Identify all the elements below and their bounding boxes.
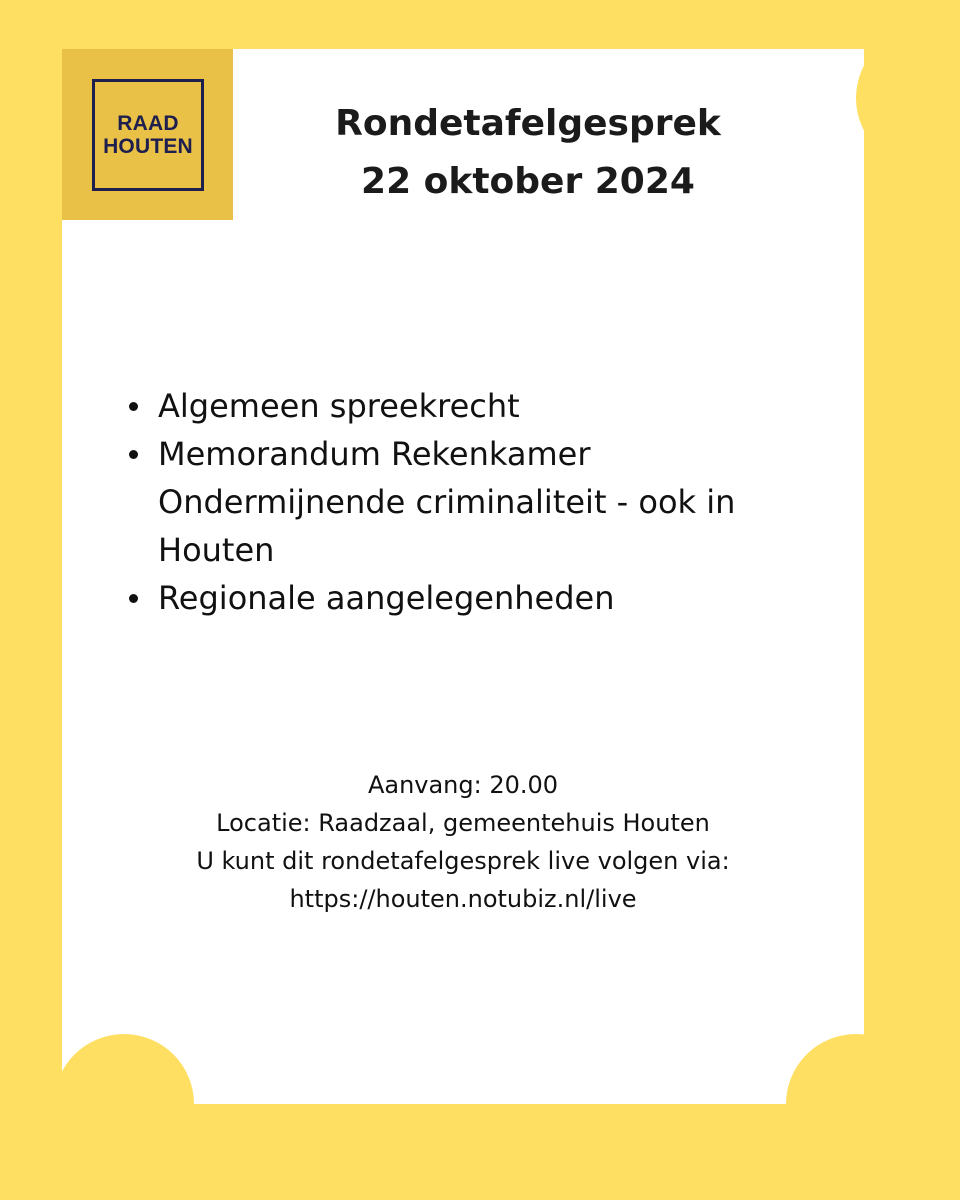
corner-notch-bottom-right bbox=[786, 1034, 926, 1174]
meeting-info bbox=[122, 766, 804, 918]
logo-frame bbox=[92, 79, 204, 191]
location: Locatie: Raadzaal, gemeentehuis Houten bbox=[216, 809, 710, 837]
agenda-topics-list bbox=[129, 382, 799, 622]
page-title bbox=[272, 95, 784, 211]
corner-notch-top-right bbox=[856, 28, 960, 168]
title-line-1: Rondetafelgesprek bbox=[335, 103, 721, 144]
poster-card bbox=[62, 49, 864, 1104]
bullet-icon bbox=[129, 594, 138, 603]
agenda-topic-text: Algemeen spreekrecht bbox=[158, 387, 520, 425]
logo-line-1: RAAD bbox=[117, 112, 179, 135]
agenda-topic-text: Regionale aangelegenheden bbox=[158, 579, 615, 617]
bullet-icon bbox=[129, 450, 138, 459]
agenda-topic bbox=[129, 574, 799, 622]
agenda-topic-text: Memorandum Rekenkamer Ondermijnende criminaliteit - ook in Houten bbox=[158, 435, 736, 569]
livestream-url[interactable]: https://houten.notubiz.nl/live bbox=[289, 885, 637, 913]
raad-houten-logo bbox=[62, 49, 233, 220]
bullet-icon bbox=[129, 402, 138, 411]
agenda-topic bbox=[129, 382, 799, 430]
agenda-topic bbox=[129, 430, 799, 574]
title-date: 22 oktober 2024 bbox=[361, 161, 695, 202]
start-time: Aanvang: 20.00 bbox=[367, 771, 559, 799]
livestream-note: U kunt dit rondetafelgesprek live volgen via: bbox=[196, 847, 730, 875]
logo-line-2: HOUTEN bbox=[103, 135, 193, 158]
corner-notch-bottom-left bbox=[54, 1034, 194, 1174]
